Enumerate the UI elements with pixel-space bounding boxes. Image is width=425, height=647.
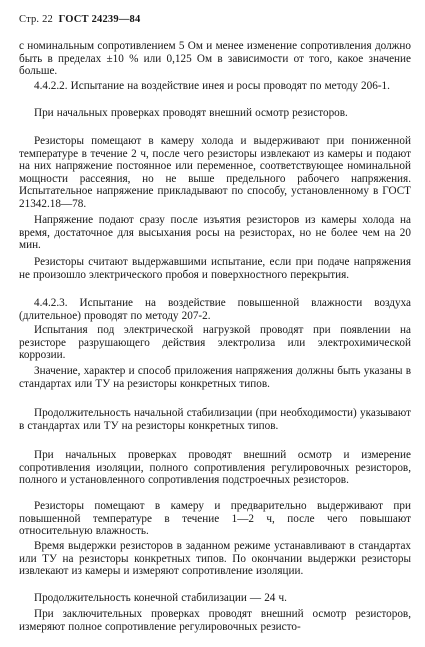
paragraph-exposure-time: Время выдержки резисторов в заданном режиме устанавливают в стандартах или ТУ на резисторы конкретных типов. По окончании выдержки резисторы извлекают из камеры и измеряют сопротивление изоляции. — [19, 540, 411, 578]
paragraph-preconditioning: Резисторы помещают в камеру и предварительно выдерживают при повышенной температуре в течение 1—2 ч, после чего повышают относительную влажность. — [19, 500, 411, 538]
paragraph-final-checks: При заключительных проверках проводят внешний осмотр резисторов, измеряют полное сопротивление регулировочных резисто- — [19, 608, 411, 633]
paragraph-electrical-load: Испытания под электрической нагрузкой проводят при появлении на резисторе разрушающего действия электролиза или электрохимической коррозии. — [19, 324, 411, 362]
paragraph-initial-stabilization: Продолжительность начальной стабилизации (при необходимости) указывают в стандартах или ТУ на резисторы конкретных типов. — [19, 407, 411, 432]
page-header — [19, 14, 140, 25]
standard-designation: ГОСТ 24239—84 — [58, 14, 141, 25]
paragraph-cold-chamber: Резисторы помещают в камеру холода и выдерживают при пониженной температуре в течение 2 ч, после чего резисторы извлекают из камеры и подают на них напряжение постоянное или переменное, соответствующее номинальной мощности рассеяния, но не выше предельного рабочего напряжения. Испытательное напряжение прикладывают по способу, установленному в ГОСТ 21342.18—78. — [19, 135, 411, 210]
paragraph-final-stabilization: Продолжительность конечной стабилизации — 24 ч. — [34, 592, 287, 604]
paragraph-initial-measurements: При начальных проверках проводят внешний осмотр и измерение сопротивления изоляции, полного сопротивления регулировочных резисторов, полного и установленного сопротивления подстроечных резисторов. — [19, 449, 411, 487]
paragraph-voltage-specification: Значение, характер и способ приложения напряжения должны быть указаны в стандартах или ТУ на резисторы конкретных типов. — [19, 365, 411, 390]
paragraph-pass-criteria: Резисторы считают выдержавшими испытание, если при подаче напряжения не произошло электрического пробоя и поверхностного перекрытия. — [19, 256, 411, 281]
paragraph-section-4-4-2-3: 4.4.2.3. Испытание на воздействие повышенной влажности воздуха (длительное) проводят по методу 207-2. — [19, 297, 411, 322]
paragraph-initial-checks: При начальных проверках проводят внешний осмотр резисторов. — [34, 107, 348, 119]
page-number: Стр. 22 — [19, 14, 53, 25]
paragraph-continuation: с номинальным сопротивлением 5 Ом и менее изменение сопротивления должно быть в пределах ±10 % или 0,125 Ом в зависимости от того, какое значение больше. — [19, 40, 411, 78]
paragraph-section-4-4-2-2: 4.4.2.2. Испытание на воздействие инея и росы проводят по методу 206-1. — [34, 80, 390, 92]
paragraph-voltage-application: Напряжение подают сразу после изъятия резисторов из камеры холода на время, достаточное для высыхания росы на резисторах, но не более чем на 20 мин. — [19, 214, 411, 252]
